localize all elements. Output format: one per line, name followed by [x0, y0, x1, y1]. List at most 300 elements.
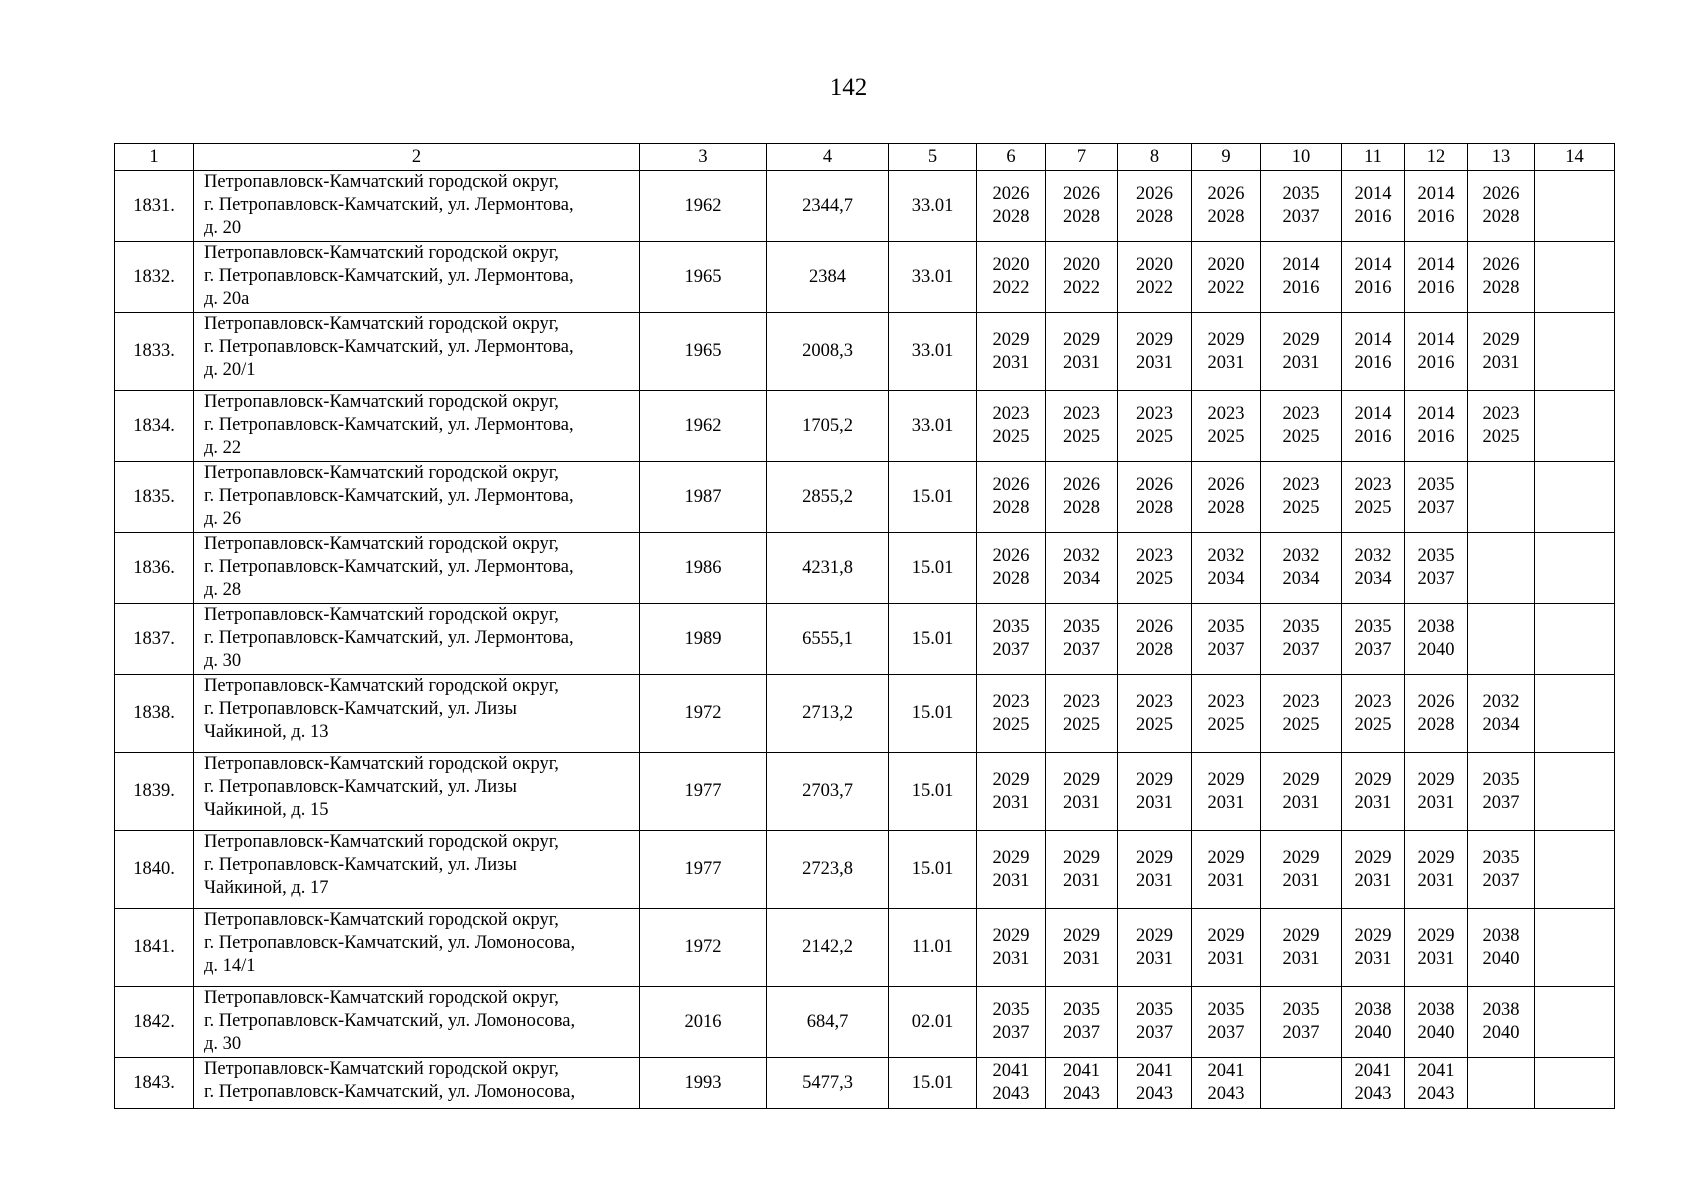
period-end-year: 2043	[1417, 1084, 1455, 1104]
period-end-year: 2031	[1207, 948, 1245, 969]
period-end-year: 2031	[1207, 792, 1245, 813]
period-start-year: 2035	[1063, 1000, 1100, 1020]
table-row	[115, 753, 1615, 831]
period-end-year: 2028	[1063, 207, 1100, 227]
address-line: г. Петропавловск-Камчатский, ул. Лермонтова,	[204, 486, 574, 506]
period-cell	[1046, 313, 1118, 391]
row-number: 1836.	[115, 533, 194, 604]
period-cell	[1261, 171, 1342, 242]
period-start-year: 2029	[1207, 329, 1245, 350]
period-start-year: 2014	[1417, 184, 1455, 204]
period-start-year: 2020	[1063, 255, 1100, 275]
work-code: 33.01	[889, 313, 977, 391]
column-header-12: 12	[1405, 144, 1468, 171]
row-number: 1842.	[115, 987, 194, 1058]
address-line: Чайкиной, д. 15	[204, 800, 329, 820]
period-end-year: 2016	[1354, 352, 1392, 373]
period-start-year: 2026	[1136, 617, 1173, 637]
period-cell	[1468, 242, 1535, 313]
period-cell	[1468, 987, 1535, 1058]
period-start-year: 2032	[1207, 546, 1245, 566]
period-end-year: 2025	[1136, 714, 1173, 735]
period-end-year: 2034	[1482, 714, 1520, 735]
period-end-year: 2028	[992, 207, 1030, 227]
period-start-year: 2023	[992, 691, 1030, 712]
work-code: 15.01	[889, 1058, 977, 1109]
period-cell	[1468, 391, 1535, 462]
period-start-year: 2038	[1354, 1000, 1392, 1020]
period-cell	[977, 313, 1046, 391]
period-end-year: 2034	[1207, 569, 1245, 589]
period-cell	[1405, 313, 1468, 391]
address-line: д. 30	[204, 651, 242, 671]
period-cell	[1261, 604, 1342, 675]
period-end-year: 2040	[1417, 640, 1455, 660]
period-end-year: 2028	[1207, 207, 1245, 227]
period-start-year: 2014	[1282, 255, 1320, 275]
period-end-year: 2031	[1417, 792, 1455, 813]
row-number: 1840.	[115, 831, 194, 909]
period-cell	[1192, 831, 1261, 909]
period-cell	[1046, 831, 1118, 909]
period-cell	[1405, 604, 1468, 675]
period-cell	[1261, 533, 1342, 604]
address-line: г. Петропавловск-Камчатский, ул. Лермонтова,	[204, 557, 574, 577]
area-value: 2384	[767, 242, 889, 313]
address-line: Петропавловск-Камчатский городской округ,	[204, 1059, 559, 1079]
address-line: д. 26	[204, 509, 242, 529]
work-code: 15.01	[889, 675, 977, 753]
period-start-year: 2029	[1207, 847, 1245, 868]
period-end-year: 2016	[1354, 207, 1392, 227]
period-cell	[977, 987, 1046, 1058]
period-start-year: 2020	[992, 255, 1030, 275]
period-end-year: 2016	[1417, 207, 1455, 227]
period-end-year: 2031	[1417, 948, 1455, 969]
period-cell	[1342, 391, 1405, 462]
column-header-5: 5	[889, 144, 977, 171]
period-start-year: 2038	[1482, 925, 1520, 946]
period-start-year: 2029	[1354, 769, 1392, 790]
period-start-year: 2023	[1136, 404, 1173, 424]
period-end-year: 2037	[1207, 640, 1245, 660]
period-cell	[1535, 313, 1615, 391]
period-cell	[1261, 391, 1342, 462]
period-end-year: 2031	[1207, 870, 1245, 891]
column-header-3: 3	[640, 144, 767, 171]
period-start-year: 2023	[1063, 691, 1100, 712]
row-number: 1841.	[115, 909, 194, 987]
address-line: Петропавловск-Камчатский городской округ,	[204, 392, 559, 412]
period-cell	[1046, 675, 1118, 753]
period-start-year: 2035	[992, 1000, 1030, 1020]
period-cell	[1535, 987, 1615, 1058]
period-end-year: 2037	[1417, 569, 1455, 589]
period-end-year: 2031	[1136, 792, 1173, 813]
period-end-year: 2040	[1482, 948, 1520, 969]
period-start-year: 2026	[1136, 475, 1173, 495]
period-end-year: 2037	[1417, 498, 1455, 518]
period-cell	[1046, 462, 1118, 533]
build-year: 1972	[640, 675, 767, 753]
period-end-year: 2025	[1282, 427, 1320, 447]
row-number: 1837.	[115, 604, 194, 675]
period-start-year: 2035	[1282, 617, 1320, 637]
table-row	[115, 533, 1615, 604]
area-value: 6555,1	[767, 604, 889, 675]
period-end-year: 2016	[1417, 427, 1455, 447]
period-cell	[1118, 313, 1192, 391]
period-start-year: 2026	[1482, 255, 1520, 275]
period-end-year: 2031	[1282, 870, 1320, 891]
period-end-year: 2016	[1354, 427, 1392, 447]
period-start-year: 2026	[1417, 691, 1455, 712]
address-cell	[194, 909, 640, 987]
period-end-year: 2031	[1063, 352, 1100, 373]
address-cell	[194, 987, 640, 1058]
period-start-year: 2035	[992, 617, 1030, 637]
period-cell	[1192, 909, 1261, 987]
period-start-year: 2041	[1136, 1061, 1173, 1081]
period-cell	[1046, 987, 1118, 1058]
period-start-year: 2023	[1136, 691, 1173, 712]
work-code: 33.01	[889, 242, 977, 313]
area-value: 4231,8	[767, 533, 889, 604]
period-start-year: 2035	[1482, 847, 1520, 868]
build-year: 1987	[640, 462, 767, 533]
period-end-year: 2022	[992, 278, 1030, 298]
period-cell	[1261, 909, 1342, 987]
period-start-year: 2023	[1282, 475, 1320, 495]
period-cell	[1192, 987, 1261, 1058]
period-start-year: 2026	[992, 475, 1030, 495]
column-header-14: 14	[1535, 144, 1615, 171]
period-cell	[1261, 1058, 1342, 1109]
period-cell	[1535, 604, 1615, 675]
period-end-year: 2031	[992, 870, 1030, 891]
work-code: 15.01	[889, 831, 977, 909]
address-line: г. Петропавловск-Камчатский, ул. Лизы	[204, 855, 517, 875]
period-cell	[1535, 171, 1615, 242]
period-cell	[1468, 909, 1535, 987]
build-year: 1965	[640, 242, 767, 313]
period-cell	[1405, 1058, 1468, 1109]
period-start-year: 2026	[1207, 475, 1245, 495]
period-cell	[1468, 533, 1535, 604]
address-line: д. 20а	[204, 289, 250, 309]
period-cell	[1405, 675, 1468, 753]
period-start-year: 2038	[1482, 1000, 1520, 1020]
period-end-year: 2016	[1417, 278, 1455, 298]
period-end-year: 2025	[992, 714, 1030, 735]
page-number: 142	[829, 74, 868, 101]
period-cell	[1535, 753, 1615, 831]
period-start-year: 2029	[1354, 925, 1392, 946]
period-cell	[1192, 171, 1261, 242]
period-cell	[1342, 604, 1405, 675]
period-end-year: 2031	[1136, 870, 1173, 891]
period-start-year: 2023	[1282, 691, 1320, 712]
period-cell	[1192, 462, 1261, 533]
period-end-year: 2031	[1354, 792, 1392, 813]
column-header-8: 8	[1118, 144, 1192, 171]
period-cell	[1342, 987, 1405, 1058]
period-end-year: 2040	[1482, 1023, 1520, 1043]
table-row	[115, 987, 1615, 1058]
area-value: 2855,2	[767, 462, 889, 533]
period-cell	[1468, 171, 1535, 242]
area-value: 2723,8	[767, 831, 889, 909]
period-end-year: 2037	[1136, 1023, 1173, 1043]
register-table	[114, 143, 1615, 1109]
period-start-year: 2041	[1207, 1061, 1245, 1081]
period-start-year: 2032	[1354, 546, 1392, 566]
period-cell	[1342, 533, 1405, 604]
period-end-year: 2031	[1136, 352, 1173, 373]
period-end-year: 2025	[1063, 427, 1100, 447]
period-end-year: 2031	[992, 948, 1030, 969]
period-cell	[1405, 909, 1468, 987]
period-end-year: 2037	[1063, 640, 1100, 660]
address-cell	[194, 675, 640, 753]
period-start-year: 2014	[1354, 404, 1392, 424]
period-end-year: 2025	[1354, 498, 1392, 518]
period-start-year: 2029	[1417, 925, 1455, 946]
period-cell	[1046, 242, 1118, 313]
period-end-year: 2040	[1417, 1023, 1455, 1043]
period-end-year: 2037	[1482, 792, 1520, 813]
period-start-year: 2029	[1136, 925, 1173, 946]
period-cell	[1118, 675, 1192, 753]
period-start-year: 2023	[1354, 691, 1392, 712]
period-end-year: 2037	[1482, 870, 1520, 891]
period-start-year: 2029	[1282, 769, 1320, 790]
work-code: 02.01	[889, 987, 977, 1058]
period-end-year: 2025	[1207, 427, 1245, 447]
area-value: 2703,7	[767, 753, 889, 831]
table-row	[115, 909, 1615, 987]
period-start-year: 2032	[1482, 691, 1520, 712]
period-cell	[1468, 831, 1535, 909]
build-year: 1972	[640, 909, 767, 987]
address-line: д. 30	[204, 1034, 242, 1054]
period-start-year: 2029	[1482, 329, 1520, 350]
work-code: 11.01	[889, 909, 977, 987]
period-cell	[1342, 242, 1405, 313]
period-cell	[977, 533, 1046, 604]
row-number: 1843.	[115, 1058, 194, 1109]
period-cell	[1046, 1058, 1118, 1109]
address-line: Петропавловск-Камчатский городской округ,	[204, 605, 559, 625]
table-row	[115, 313, 1615, 391]
period-cell	[1261, 987, 1342, 1058]
period-cell	[1468, 313, 1535, 391]
period-cell	[1192, 753, 1261, 831]
address-line: д. 14/1	[204, 956, 256, 976]
address-line: г. Петропавловск-Камчатский, ул. Лермонтова,	[204, 415, 574, 435]
period-cell	[1261, 313, 1342, 391]
period-end-year: 2031	[992, 352, 1030, 373]
period-cell	[977, 171, 1046, 242]
period-end-year: 2037	[1354, 640, 1392, 660]
period-end-year: 2043	[1136, 1084, 1173, 1104]
period-cell	[1468, 462, 1535, 533]
address-line: г. Петропавловск-Камчатский, ул. Ломоносова,	[204, 1011, 576, 1031]
period-end-year: 2031	[1063, 948, 1100, 969]
period-cell	[1118, 1058, 1192, 1109]
work-code: 15.01	[889, 753, 977, 831]
address-line: Петропавловск-Камчатский городской округ,	[204, 910, 559, 930]
address-line: Чайкиной, д. 17	[204, 878, 329, 898]
period-start-year: 2026	[1063, 475, 1100, 495]
period-end-year: 2028	[1136, 498, 1173, 518]
period-end-year: 2037	[1063, 1023, 1100, 1043]
address-cell	[194, 533, 640, 604]
period-cell	[1046, 909, 1118, 987]
period-start-year: 2038	[1417, 617, 1455, 637]
period-cell	[1118, 171, 1192, 242]
period-end-year: 2022	[1063, 278, 1100, 298]
period-cell	[1535, 675, 1615, 753]
table-row	[115, 391, 1615, 462]
period-start-year: 2023	[1207, 691, 1245, 712]
period-start-year: 2029	[1063, 769, 1100, 790]
period-end-year: 2031	[1063, 792, 1100, 813]
period-cell	[1342, 313, 1405, 391]
row-number: 1833.	[115, 313, 194, 391]
period-start-year: 2029	[1417, 847, 1455, 868]
period-start-year: 2023	[1207, 404, 1245, 424]
period-cell	[977, 391, 1046, 462]
period-cell	[1118, 242, 1192, 313]
address-line: Петропавловск-Камчатский городской округ,	[204, 988, 559, 1008]
address-cell	[194, 171, 640, 242]
period-cell	[1192, 391, 1261, 462]
area-value: 2713,2	[767, 675, 889, 753]
period-end-year: 2037	[1282, 640, 1320, 660]
period-start-year: 2029	[1282, 925, 1320, 946]
area-value: 5477,3	[767, 1058, 889, 1109]
period-cell	[1118, 987, 1192, 1058]
period-end-year: 2025	[1063, 714, 1100, 735]
period-start-year: 2035	[1417, 546, 1455, 566]
period-start-year: 2020	[1136, 255, 1173, 275]
column-header-9: 9	[1192, 144, 1261, 171]
period-end-year: 2043	[1354, 1084, 1392, 1104]
period-end-year: 2028	[1136, 207, 1173, 227]
period-end-year: 2025	[1282, 714, 1320, 735]
period-cell	[977, 604, 1046, 675]
period-end-year: 2025	[1354, 714, 1392, 735]
period-end-year: 2031	[1207, 352, 1245, 373]
area-value: 1705,2	[767, 391, 889, 462]
period-cell	[977, 1058, 1046, 1109]
period-cell	[1468, 604, 1535, 675]
period-start-year: 2029	[1207, 925, 1245, 946]
table-body	[115, 171, 1615, 1109]
period-end-year: 2025	[1482, 427, 1520, 447]
period-cell	[1118, 604, 1192, 675]
period-cell	[1405, 831, 1468, 909]
period-cell	[1118, 909, 1192, 987]
period-start-year: 2035	[1417, 475, 1455, 495]
period-cell	[1342, 462, 1405, 533]
period-cell	[1192, 604, 1261, 675]
period-cell	[1342, 831, 1405, 909]
period-start-year: 2035	[1063, 617, 1100, 637]
period-end-year: 2028	[1063, 498, 1100, 518]
period-end-year: 2028	[1207, 498, 1245, 518]
work-code: 33.01	[889, 391, 977, 462]
period-cell	[1118, 753, 1192, 831]
period-cell	[1192, 242, 1261, 313]
address-cell	[194, 242, 640, 313]
period-cell	[1046, 391, 1118, 462]
period-start-year: 2035	[1482, 769, 1520, 790]
period-cell	[1468, 1058, 1535, 1109]
period-cell	[1192, 313, 1261, 391]
period-cell	[1342, 909, 1405, 987]
table-row	[115, 604, 1615, 675]
address-line: Петропавловск-Камчатский городской округ,	[204, 243, 559, 263]
period-cell	[1535, 533, 1615, 604]
period-start-year: 2032	[1063, 546, 1100, 566]
work-code: 15.01	[889, 604, 977, 675]
period-end-year: 2043	[1063, 1084, 1100, 1104]
period-start-year: 2041	[1063, 1061, 1100, 1081]
address-line: д. 22	[204, 438, 242, 458]
period-cell	[1468, 753, 1535, 831]
period-end-year: 2031	[992, 792, 1030, 813]
column-header-1: 1	[115, 144, 194, 171]
period-cell	[1535, 1058, 1615, 1109]
period-cell	[1046, 753, 1118, 831]
period-end-year: 2016	[1354, 278, 1392, 298]
column-header-11: 11	[1342, 144, 1405, 171]
period-cell	[1535, 831, 1615, 909]
period-cell	[1118, 831, 1192, 909]
period-start-year: 2029	[1417, 769, 1455, 790]
period-start-year: 2026	[1482, 184, 1520, 204]
period-cell	[1468, 675, 1535, 753]
column-header-13: 13	[1468, 144, 1535, 171]
period-cell	[1405, 242, 1468, 313]
period-end-year: 2037	[992, 1023, 1030, 1043]
period-start-year: 2014	[1354, 329, 1392, 350]
period-cell	[1192, 533, 1261, 604]
address-cell	[194, 1058, 640, 1109]
period-end-year: 2025	[1136, 569, 1173, 589]
address-cell	[194, 753, 640, 831]
period-start-year: 2023	[992, 404, 1030, 424]
build-year: 2016	[640, 987, 767, 1058]
period-cell	[977, 753, 1046, 831]
address-line: г. Петропавловск-Камчатский, ул. Лермонтова,	[204, 266, 574, 286]
period-end-year: 2016	[1282, 278, 1320, 298]
address-line: г. Петропавловск-Камчатский, ул. Лизы	[204, 777, 517, 797]
period-cell	[977, 675, 1046, 753]
table-row	[115, 171, 1615, 242]
period-end-year: 2028	[992, 498, 1030, 518]
period-start-year: 2029	[1063, 847, 1100, 868]
period-cell	[977, 831, 1046, 909]
period-cell	[977, 462, 1046, 533]
work-code: 15.01	[889, 462, 977, 533]
period-cell	[1535, 909, 1615, 987]
period-cell	[1342, 171, 1405, 242]
period-start-year: 2023	[1136, 546, 1173, 566]
build-year: 1965	[640, 313, 767, 391]
